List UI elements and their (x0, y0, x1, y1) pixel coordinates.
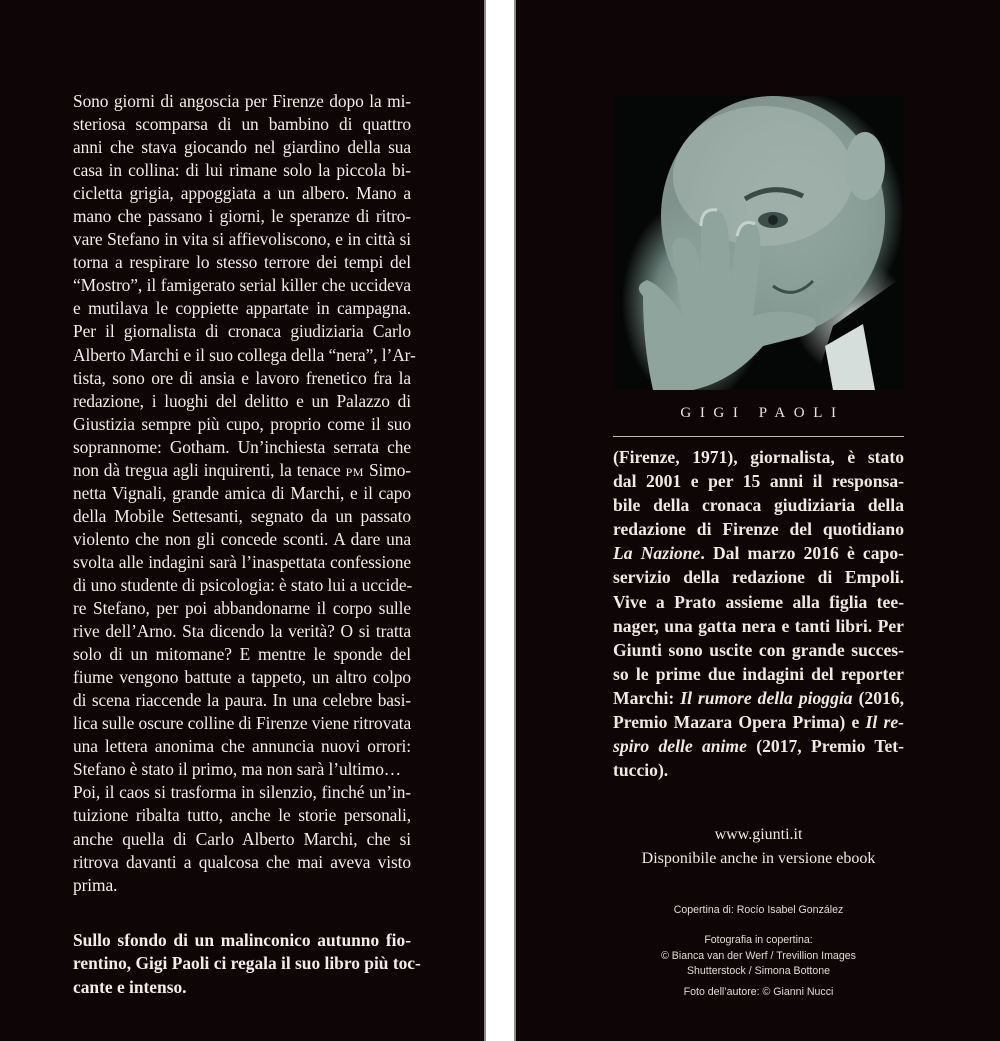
blurb-line: soprannome: Gotham. Un’inchiesta serrata che (73, 436, 411, 457)
bio-line: so le prime due indagini del reporter (613, 663, 904, 684)
author-portrait-illustration (613, 96, 904, 390)
blurb-line: anche quella di Carlo Alberto Marchi, che si (73, 828, 411, 849)
blurb-line: Sono giorni di angoscia per Firenze dopo la mi- (73, 91, 411, 111)
tagline-line: rentino, Gigi Paoli ci regala il suo libro più toc- (73, 953, 421, 974)
blurb-line: ritrova davanti a qualcosa che mai aveva visto (73, 851, 411, 872)
bio-line: servizio della redazione di Empoli. (613, 567, 904, 588)
blurb-line: fiume vengono battute a tappeto, un altro colpo (73, 667, 411, 688)
blurb-line: svolta alle indagini sarà l’inaspettata confessione (73, 551, 411, 572)
tagline-line: cante e intenso. (73, 976, 187, 997)
bio-line (613, 710, 904, 734)
bio-line: dal 2001 e per 15 anni il responsa- (613, 471, 904, 492)
spine-gutter (484, 0, 516, 1041)
bio-line: Giunti sono uscite con grande succes- (613, 639, 904, 660)
blurb-line: steriosa scomparsa di un bambino di quattro (73, 114, 411, 135)
book-tagline (73, 929, 421, 999)
author-photo-credit (613, 985, 904, 1001)
blurb-text: non dà tregua agli inquirenti, la tenace (73, 459, 341, 480)
author-bio (613, 445, 904, 782)
blurb-line: della Mobile Settesanti, segnato da un passato (73, 505, 411, 526)
bio-text: (2017, Premio Tet- (746, 736, 904, 757)
bio-line: nager, una gatta nera e tanti libri. Per (613, 615, 904, 636)
blurb-line: tista, sono ore di ansia e lavoro frenetico fra la (73, 367, 411, 388)
blurb-line: lica sulle oscure colline di Firenze viene ritrovata (73, 713, 412, 734)
blurb-line: vare Stefano in vita si affievoliscono, e in città si (73, 229, 411, 250)
cover-photo-credit (613, 933, 904, 980)
author-name: GIGI PAOLI (680, 405, 845, 421)
blurb-line: rive dell’Arno. Sta dicendo la verità? O si tratta (73, 621, 411, 642)
blurb-line: netta Vignali, grande amica di Marchi, e il capo (73, 482, 411, 503)
tagline-line: Sullo sfondo di un malinconico autunno fio- (73, 930, 411, 950)
ebook-availability: Disponibile anche in versione ebook (641, 850, 876, 867)
book-title: Il rumore della pioggia (680, 687, 853, 708)
blurb-line: Poi, il caos si trasforma in silenzio, finché un’in- (73, 782, 411, 803)
blurb-line: anni che stava giocando nel giardino della sua (73, 137, 411, 158)
blurb-line: solo di un mitomane? E mentre le sponde del (73, 644, 411, 665)
book-blurb (73, 90, 416, 897)
bio-text: (2016, (852, 687, 905, 708)
divider-rule (613, 436, 904, 437)
blurb-line: una lettera anonima che annuncia nuovi orrori: (73, 736, 411, 757)
bio-line: tuccio). (613, 760, 669, 781)
blurb-line: di scena riaccende la paura. In una celebre basi- (73, 690, 411, 711)
bio-line: redazione di Firenze del quotidiano (613, 519, 904, 540)
author-photo-credit-text: Foto dell’autore: © Gianni Nucci (683, 986, 834, 998)
newspaper-title: La Nazione (613, 543, 701, 564)
photo-credit-line: Shutterstock / Simona Bottone (686, 965, 831, 978)
blurb-line: violento che non gli concede sconti. A dare una (73, 528, 411, 549)
bio-line (613, 686, 904, 710)
blurb-line-pm (73, 459, 411, 482)
blurb-line: “Mostro”, il famigerato serial killer che uccideva (73, 275, 411, 296)
blurb-line: Giustizia sempre più cupo, proprio come il suo (73, 413, 411, 434)
book-title: spiro delle anime (613, 736, 747, 757)
blurb-line: re Stefano, per poi abbandonarne il corpo sulle (73, 598, 411, 619)
blurb-line: redazione, i luoghi del delitto e un Palazzo di (73, 390, 411, 411)
photo-credit-label: Fotografia in copertina: (704, 934, 813, 946)
blurb-line: Alberto Marchi e il suo collega della “nera”, l’Ar- (73, 344, 416, 365)
blurb-line: e mutilava le coppiette appartate in campagna. (73, 298, 411, 319)
bio-text: Premio Mazara Opera Prima) e (613, 712, 866, 733)
bio-line: (Firenze, 1971), giornalista, è stato (613, 447, 904, 467)
author-photo (613, 96, 904, 390)
book-title: Il re- (865, 712, 904, 733)
blurb-line: prima. (73, 874, 118, 895)
blurb-line: di uno studente di psicologia: è stato lui a uccide- (73, 574, 413, 595)
pm-abbreviation: pm (345, 460, 364, 480)
blurb-line: Stefano è stato il primo, ma non sarà l’ultimo… (73, 759, 402, 780)
publisher-website: www.giunti.it (714, 826, 803, 843)
photo-credit-line: © Bianca van der Werf / Trevillion Images (661, 949, 856, 962)
blurb-line: Per il giornalista di cronaca giudiziaria Carlo (73, 321, 411, 342)
blurb-line: mano che passano i giorni, le speranze di ritro- (73, 206, 411, 227)
cover-designer: Copertina di: Rocío Isabel González (673, 904, 844, 916)
blurb-line: torna a respirare lo stesso terrore dei tempi del (73, 252, 411, 273)
bio-line: bile della cronaca giudiziaria della (613, 495, 904, 516)
publisher-info (613, 823, 904, 871)
bio-line (613, 541, 904, 565)
blurb-text: Simo- (363, 459, 411, 480)
cover-credit (613, 903, 904, 919)
blurb-line: casa in collina: di lui rimane solo la piccola bi- (73, 160, 411, 181)
blurb-line: tuizione ribalta tutto, anche le storie personali, (73, 805, 411, 826)
bio-line: Vive a Prato assieme alla figlia tee- (613, 591, 904, 612)
bio-text: Marchi: (613, 687, 681, 708)
bio-text: . Dal marzo 2016 è capo- (700, 543, 904, 564)
blurb-line: cicletta grigia, appoggiata a un albero. Mano a (73, 183, 411, 204)
bio-line (613, 734, 904, 758)
